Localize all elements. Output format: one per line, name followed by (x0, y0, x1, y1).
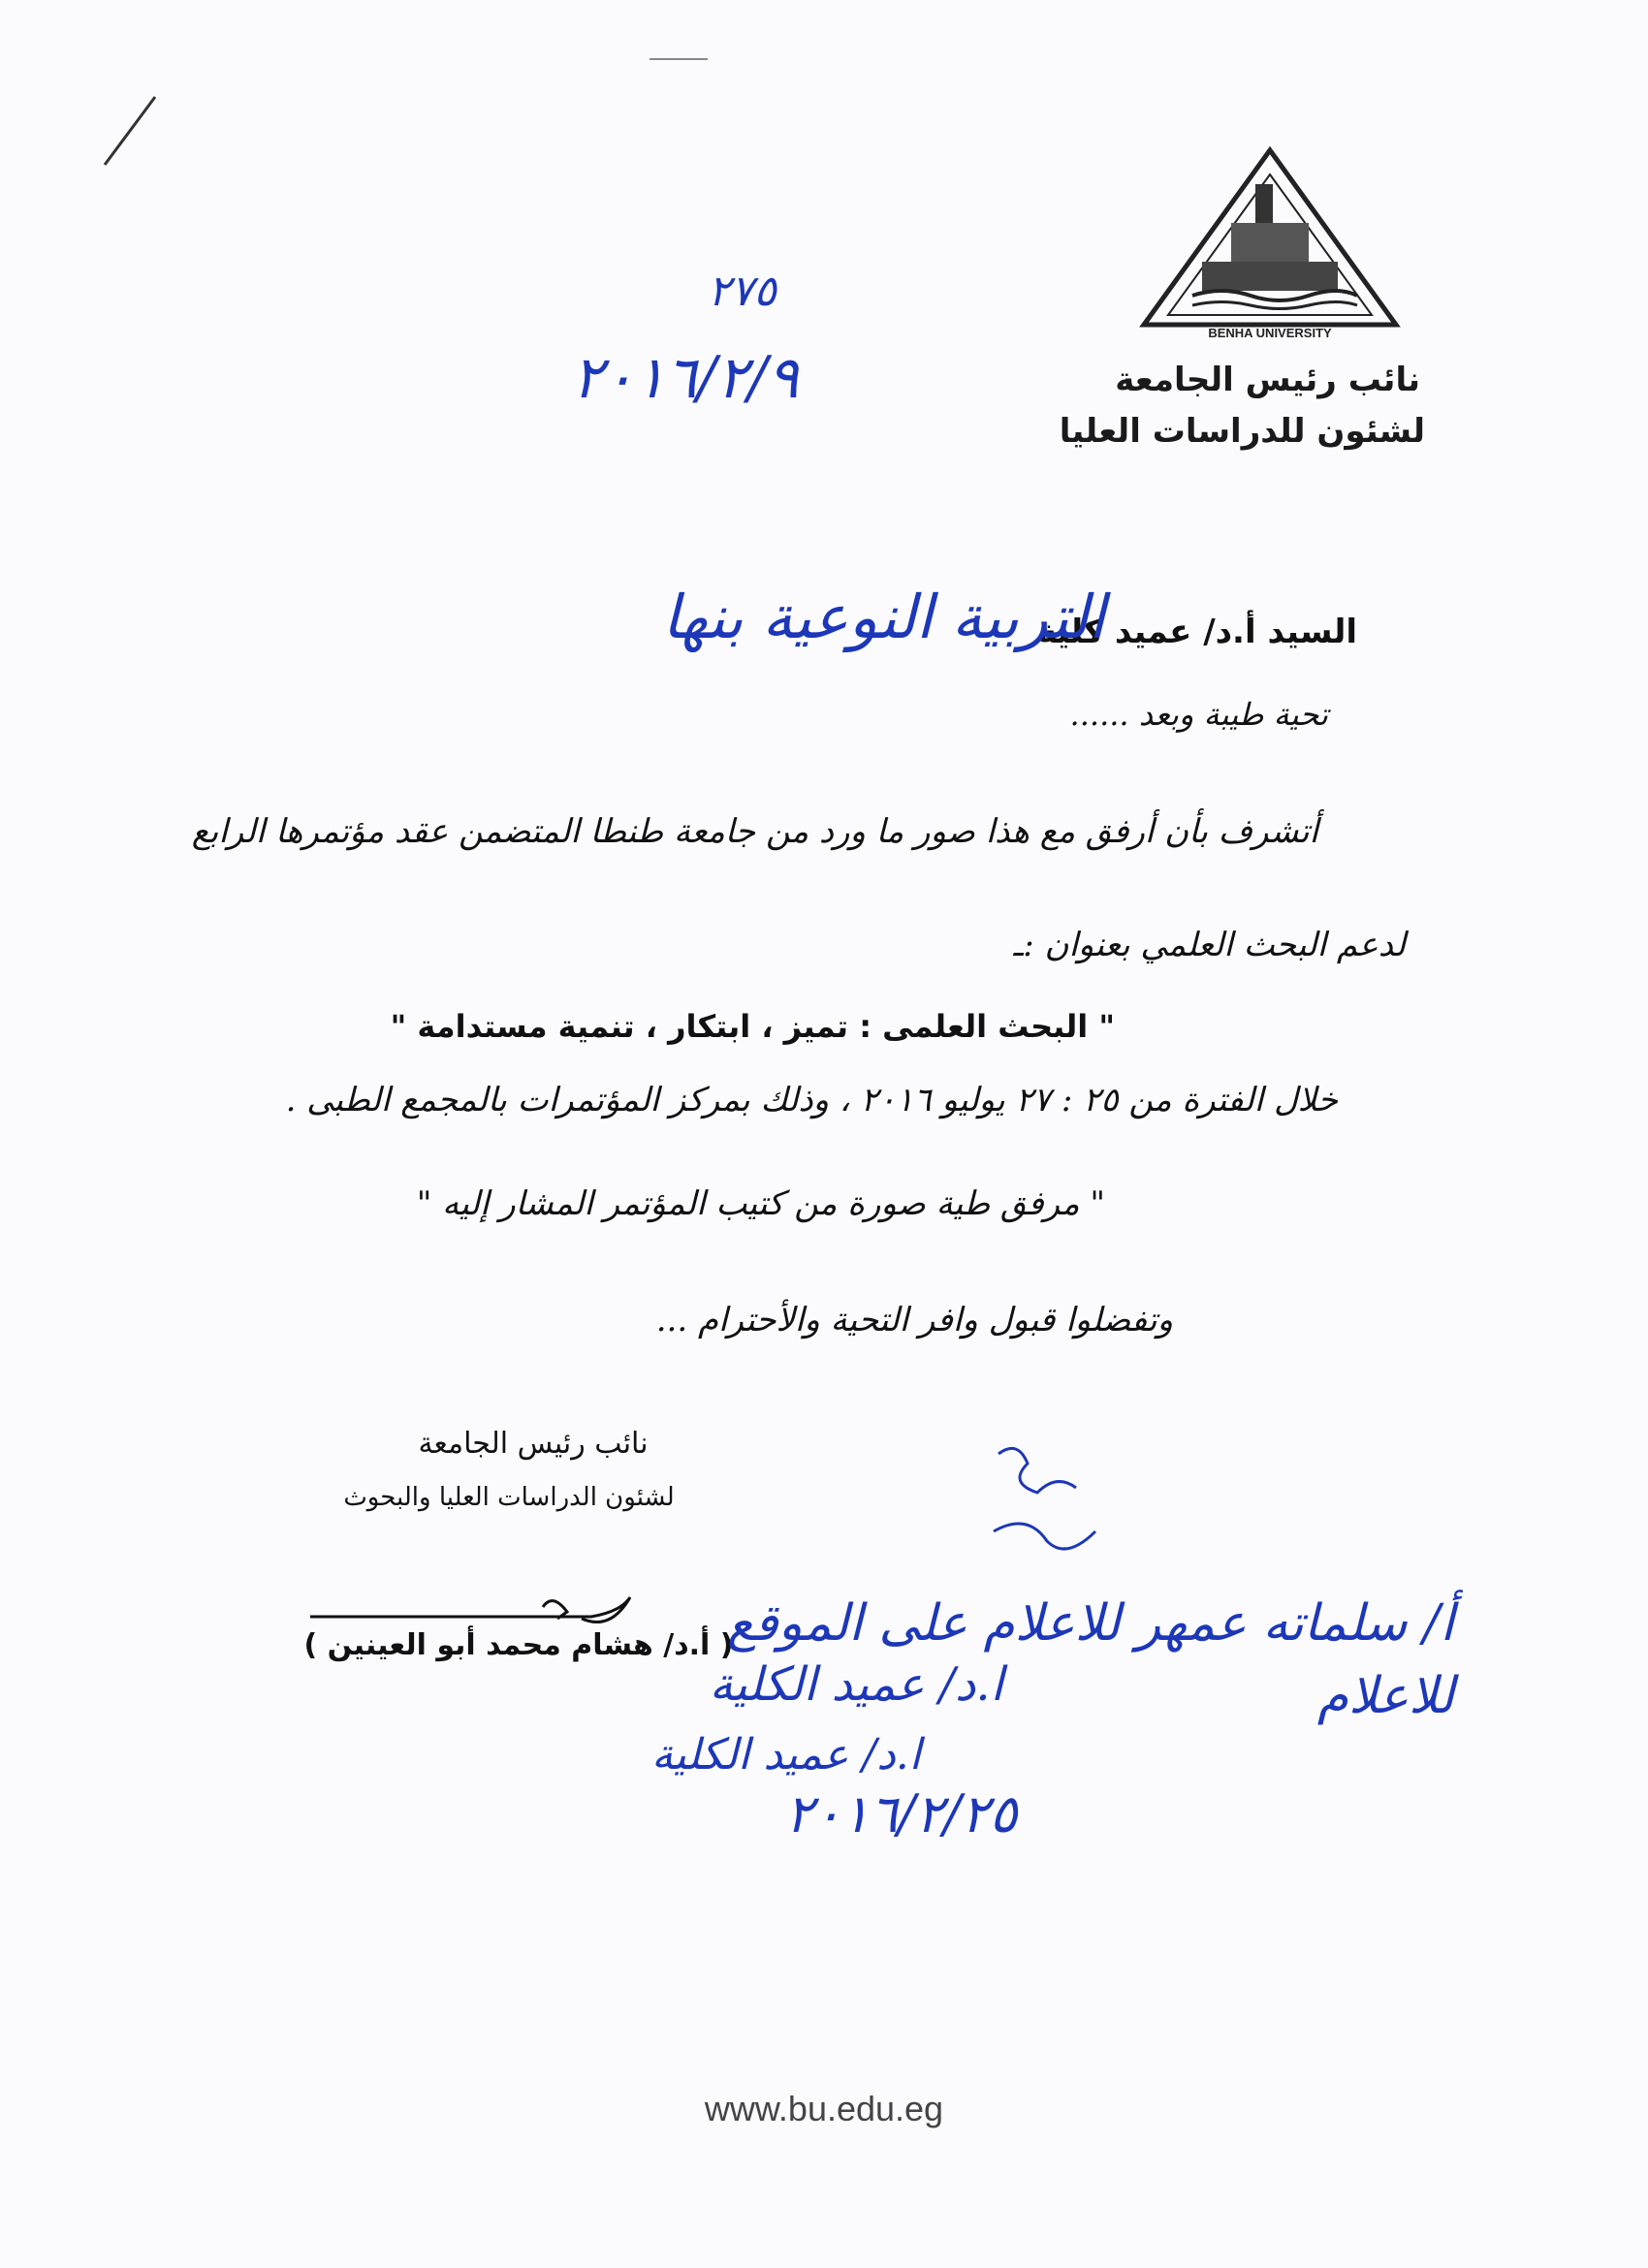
handwritten-annotation-date: ٢٠١٦/٢/٢٥ (785, 1783, 1018, 1844)
handwritten-initials (979, 1434, 1115, 1580)
dash-mark (650, 56, 708, 62)
handwritten-annotation-3: ا.د/ عميد الكلية (709, 1657, 1003, 1712)
pen-stroke-mark (97, 92, 165, 170)
closing-line: وتفضلوا قبول وافر التحية والأحترام ... (655, 1301, 1173, 1339)
footer-website-url: www.bu.edu.eg (704, 2089, 944, 2128)
logo-caption: BENHA UNIVERSITY (1208, 326, 1332, 339)
office-title-line-1: نائب رئيس الجامعة (1115, 361, 1420, 399)
conference-title: " البحث العلمى : تميز ، ابتكار ، تنمية مستدامة " (390, 1008, 1115, 1045)
greeting: تحية طيبة وبعد ...... (1069, 696, 1328, 733)
handwritten-annotation-1: أ/ سلماته عمهر للاعلام على الموقع (727, 1594, 1454, 1653)
handwritten-ref-number: ٢٧٥ (708, 267, 776, 316)
benha-university-logo (1134, 145, 1406, 339)
handwritten-annotation-2: للاعلام (1316, 1667, 1454, 1725)
attachment-note: " مرفق طية صورة من كتيب المؤتمر المشار إليه " (416, 1184, 1105, 1223)
signer-title-1: نائب رئيس الجامعة (418, 1427, 649, 1461)
handwritten-ref-date: ٢٠١٦/٢/٩ (572, 344, 799, 412)
signer-title-2: لشئون الدراسات العليا والبحوث (343, 1483, 675, 1512)
office-title-line-2: لشئون للدراسات العليا (1059, 412, 1425, 451)
body-paragraph-1: أتشرف بأن أرفق مع هذا صور ما ورد من جامعة طنطا المتضمن عقد مؤتمرها الرابع (191, 812, 1318, 851)
signer-name: ( أ.د/ هشام محمد أبو العينين ) (303, 1628, 734, 1662)
handwritten-addressee: التربية النوعية بنها (662, 582, 1105, 652)
conference-period: خلال الفترة من ٢٥ : ٢٧ يوليو ٢٠١٦ ، وذلك بمركز المؤتمرات بالمجمع الطبى . (285, 1081, 1338, 1119)
addressee-label: السيد أ.د/ عميد كلية (1036, 613, 1357, 651)
handwritten-annotation-4: ا.د/ عميد الكلية (650, 1730, 921, 1780)
body-paragraph-1b: لدعم البحث العلمي بعنوان :ـ (1013, 926, 1406, 964)
